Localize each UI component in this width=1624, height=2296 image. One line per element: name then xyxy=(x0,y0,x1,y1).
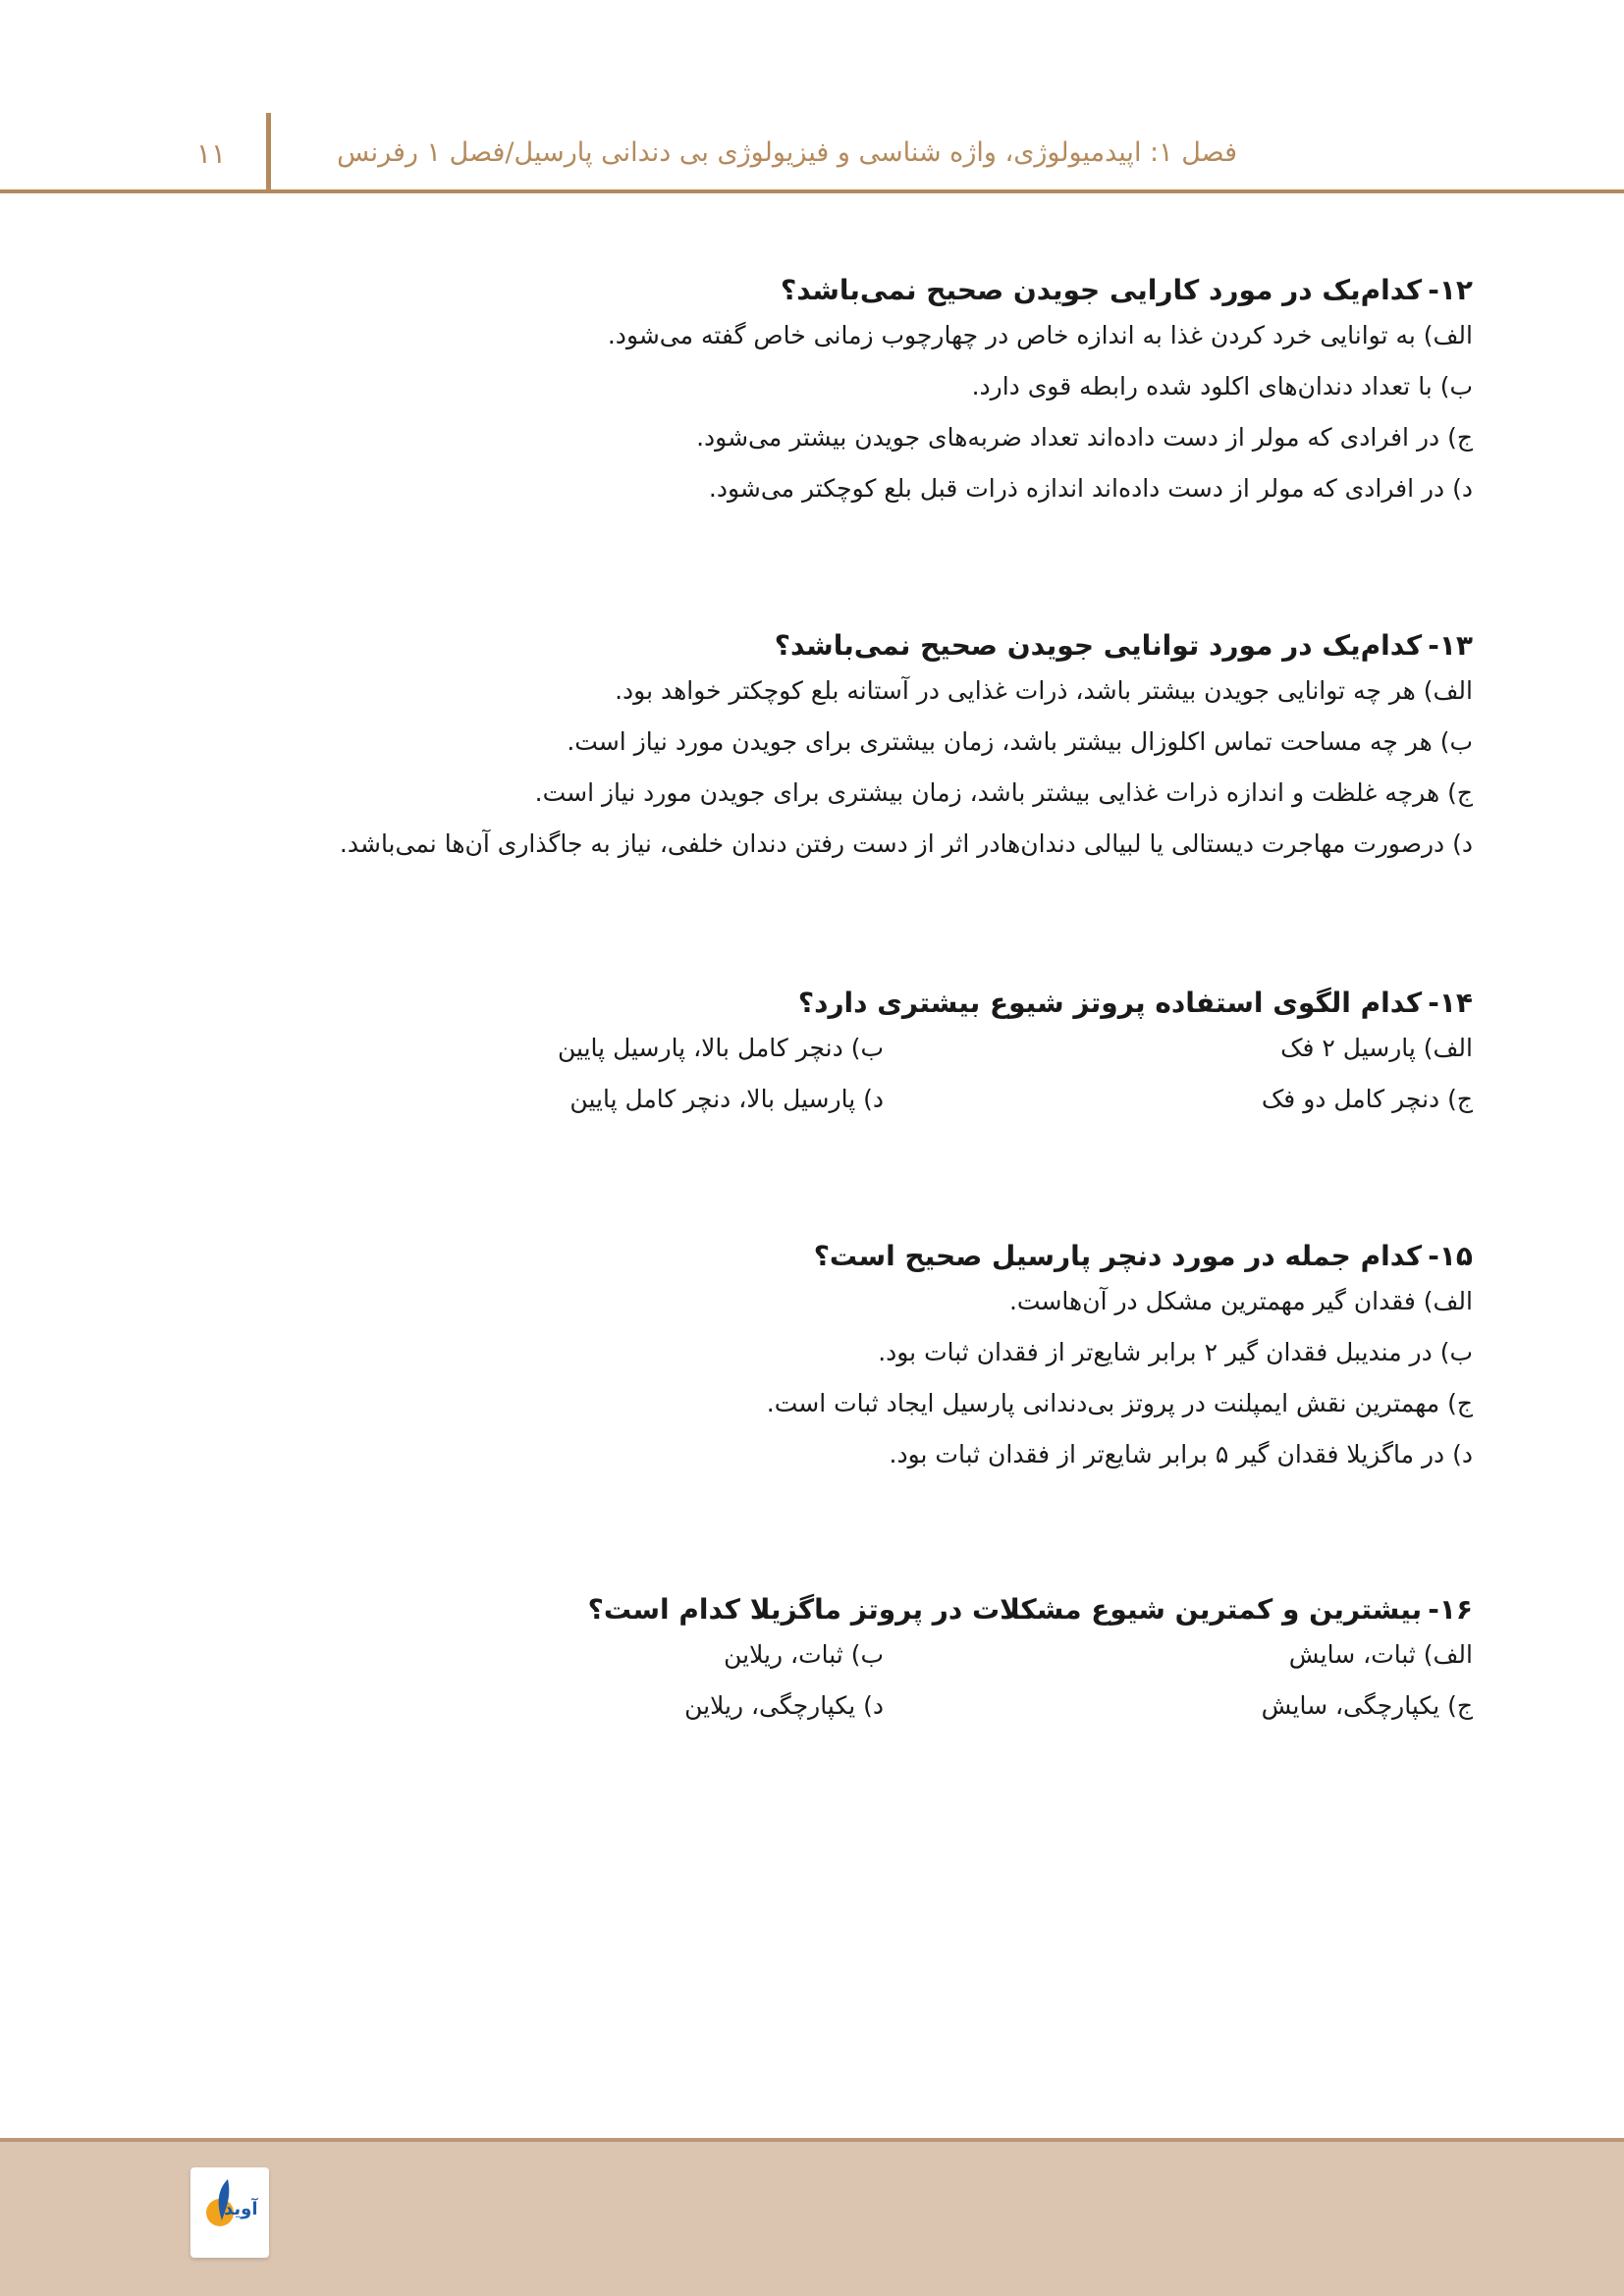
option-c: ج) دنچر کامل دو فک xyxy=(1261,1085,1473,1113)
option-b: ب) ثبات، ریلاین xyxy=(724,1640,884,1669)
page-number: ۱۱ xyxy=(195,137,227,170)
options-grid xyxy=(295,1023,1473,1125)
option-b: ب) دنچر کامل بالا، پارسیل پایین xyxy=(558,1034,884,1062)
option-c: ج) هرچه غلظت و اندازه ذرات غذایی بیشتر باشد، زمان بیشتری برای جویدن مورد نیاز است. xyxy=(534,778,1473,807)
option-a: الف) فقدان گیر مهمترین مشکل در آن‌هاست. xyxy=(1008,1287,1473,1315)
option-c: ج) مهمترین نقش ایمپلنت در پروتز بی‌دندانی پارسیل ایجاد ثبات است. xyxy=(766,1389,1473,1417)
running-title: فصل ۱: اپیدمیولوژی، واژه شناسی و فیزیولوژی بی دندانی پارسیل/فصل ۱ رفرنس xyxy=(337,137,1237,168)
option-d: د) پارسیل بالا، دنچر کامل پایین xyxy=(569,1085,884,1113)
question-15 xyxy=(767,1237,1473,1480)
option-c: ج) در افرادی که مولر از دست داده‌اند تعداد ضربه‌های جویدن بیشتر می‌شود. xyxy=(696,423,1473,452)
publisher-logo xyxy=(190,2167,269,2258)
option-a: الف) پارسیل ۲ فک xyxy=(1280,1034,1473,1062)
option-a: الف) ثبات، سایش xyxy=(1288,1640,1473,1669)
question-number: ۱۳- xyxy=(1428,629,1473,662)
option-b: ب) با تعداد دندان‌های اکلود شده رابطه قوی دارد. xyxy=(971,372,1473,400)
options-grid xyxy=(295,1629,1473,1732)
logo-text: آوید xyxy=(224,2199,258,2219)
option-b: ب) هر چه مساحت تماس اکلوزال بیشتر باشد، زمان بیشتری برای جویدن مورد نیاز است. xyxy=(567,727,1473,756)
question-title xyxy=(608,271,1473,310)
question-text: کدام جمله در مورد دنچر پارسیل صحیح است؟ xyxy=(813,1240,1423,1272)
question-title xyxy=(295,1590,1473,1629)
option-d: د) یکپارچگی، ریلاین xyxy=(684,1691,884,1720)
header-rule xyxy=(0,189,1624,193)
option-d: د) درصورت مهاجرت دیستالی یا لبیالی دندان‌هادر اثر از دست رفتن دندان خلفی، نیاز به جاگذاری آن‌ها نمی‌باشد. xyxy=(339,829,1473,858)
question-text: کدام‌یک در مورد کارایی جویدن صحیح نمی‌باشد؟ xyxy=(780,274,1423,306)
question-title xyxy=(295,984,1473,1023)
question-14 xyxy=(295,984,1473,1125)
header-divider xyxy=(266,113,271,191)
question-title xyxy=(767,1237,1473,1276)
option-a: الف) به توانایی خرد کردن غذا به اندازه خاص در چهارچوب زمانی خاص گفته می‌شود. xyxy=(607,321,1473,349)
option-b: ب) در مندیبل فقدان گیر ۲ برابر شایع‌تر از فقدان ثبات بود. xyxy=(878,1338,1473,1366)
option-d: د) در ماگزیلا فقدان گیر ۵ برابر شایع‌تر از فقدان ثبات بود. xyxy=(889,1440,1473,1468)
question-16 xyxy=(295,1590,1473,1732)
question-text: بیشترین و کمترین شیوع مشکلات در پروتز ماگزیلا کدام است؟ xyxy=(587,1593,1423,1626)
question-title xyxy=(340,626,1473,666)
question-number: ۱۴- xyxy=(1428,987,1473,1019)
question-text: کدام‌یک در مورد توانایی جویدن صحیح نمی‌باشد؟ xyxy=(774,629,1423,662)
option-d: د) در افرادی که مولر از دست داده‌اند اندازه ذرات قبل بلع کوچکتر می‌شود. xyxy=(708,474,1473,503)
question-number: ۱۲- xyxy=(1428,274,1473,306)
question-12 xyxy=(608,271,1473,514)
question-number: ۱۵- xyxy=(1428,1240,1473,1272)
footer-rule xyxy=(0,2138,1624,2142)
question-13 xyxy=(340,626,1473,870)
question-text: کدام الگوی استفاده پروتز شیوع بیشتری دارد؟ xyxy=(797,987,1423,1019)
option-a: الف) هر چه توانایی جویدن بیشتر باشد، ذرات غذایی در آستانه بلع کوچکتر خواهد بود. xyxy=(615,676,1473,705)
option-c: ج) یکپارچگی، سایش xyxy=(1261,1691,1473,1720)
question-number: ۱۶- xyxy=(1428,1593,1473,1626)
